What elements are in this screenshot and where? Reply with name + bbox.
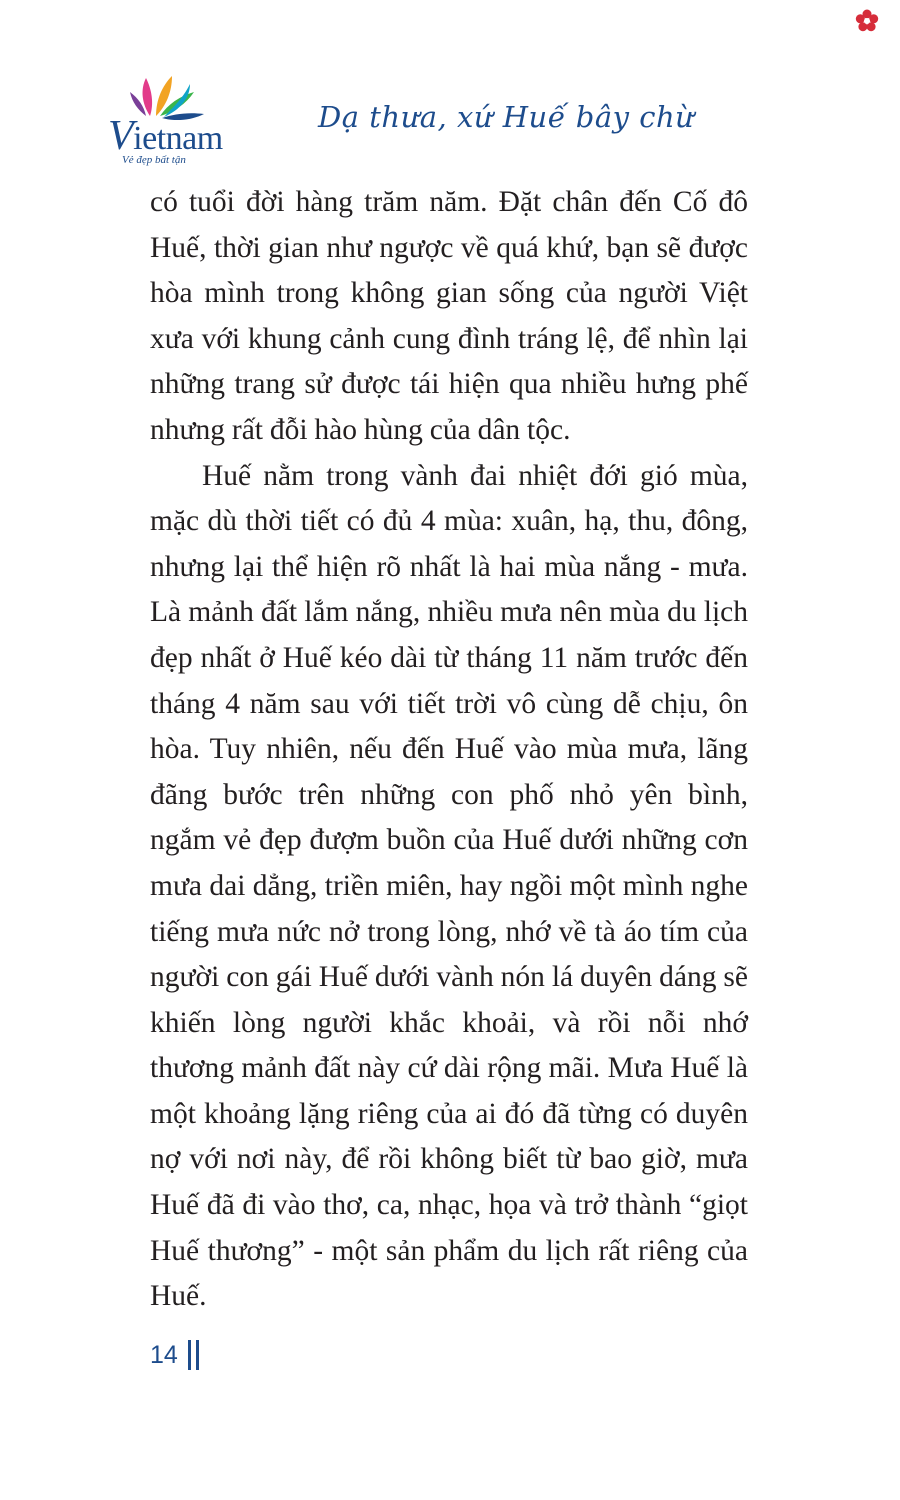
corner-flower-icon	[854, 8, 880, 34]
logo-wordmark: Vietnam	[108, 113, 223, 159]
body-text	[150, 180, 748, 1320]
running-head: Dạ thưa, xứ Huế bây chừ	[318, 100, 695, 134]
logo-tagline: Vẻ đẹp bất tận	[122, 154, 186, 166]
paragraph: Huế nằm trong vành đai nhiệt đới gió mùa, mặc dù thời tiết có đủ 4 mùa: xuân, hạ, thu, đông, nhưng lại thể hiện rõ nhất là hai mùa nắng - mưa. Là mảnh đất lắm nắng, nhiều mưa nên mùa du lịch đẹp nhất ở Huế kéo dài từ tháng 11 năm trước đến tháng 4 năm sau với tiết trời vô cùng dễ chịu, ôn hòa. Tuy nhiên, nếu đến Huế vào mùa mưa, lãng đãng bước trên những con phố nhỏ yên bình, ngắm vẻ đẹp đượm buồn của Huế dưới những cơn mưa dai dẳng, triền miên, hay ngồi một mình nghe tiếng mưa nức nở trong lòng, nhớ về tà áo tím của người con gái Huế dưới vành nón lá duyên dáng sẽ khiến lòng người khắc khoải, và rồi nỗi nhớ thương mảnh đất này cứ dài rộng mãi. Mưa Huế là một khoảng lặng riêng của ai đó đã từng có duyên nợ với nơi này, để rồi không biết từ bao giờ, mưa Huế đã đi vào thơ, ca, nhạc, họa và trở thành “giọt Huế thương” - một sản phẩm du lịch rất riêng của Huế.	[150, 459, 748, 1313]
paragraph: có tuổi đời hàng trăm năm. Đặt chân đến Cố đô Huế, thời gian như ngược về quá khứ, bạn sẽ được hòa mình trong không gian sống của người Việt xưa với khung cảnh cung đình tráng lệ, để nhìn lại những trang sử được tái hiện qua nhiều hưng phế nhưng rất đỗi hào hùng của dân tộc.	[150, 186, 748, 446]
folio	[150, 1340, 199, 1370]
page-number: 14	[150, 1340, 178, 1369]
vietnam-tourism-logo	[100, 70, 250, 170]
folio-bars-icon	[188, 1340, 199, 1370]
